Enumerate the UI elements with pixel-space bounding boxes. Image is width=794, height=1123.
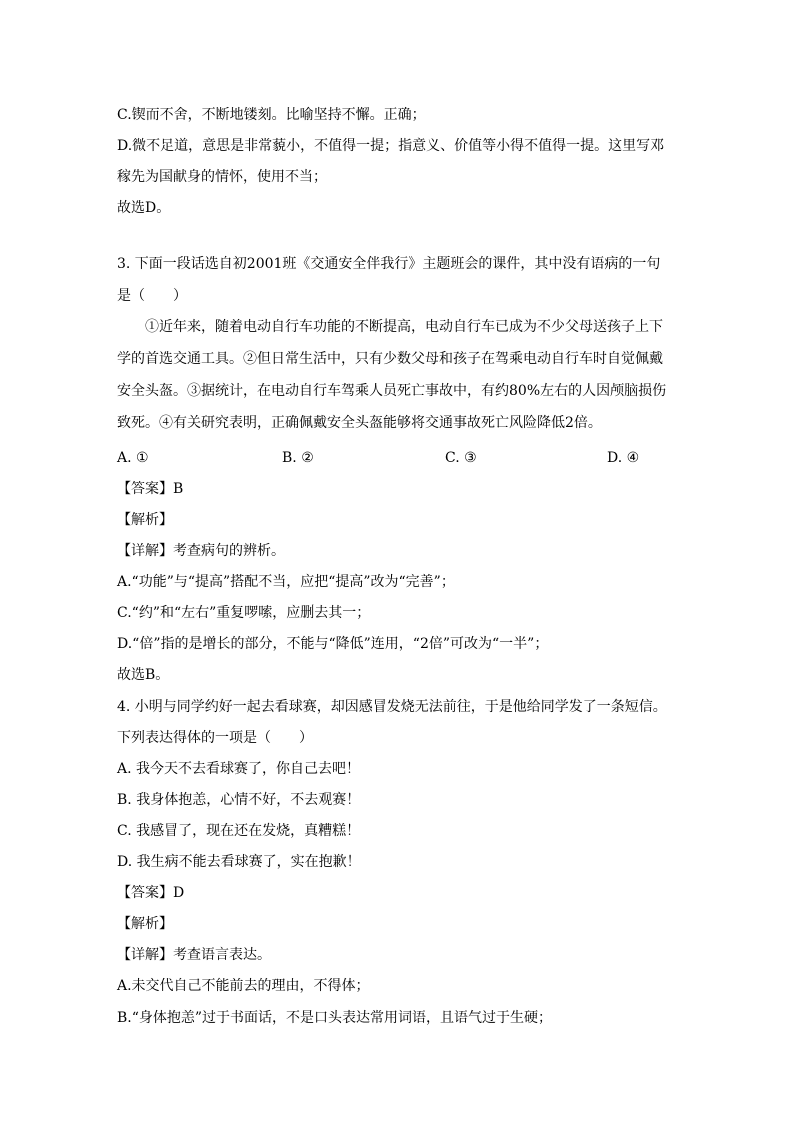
text-line: D.微不足道，意思是非常藐小，不值得一提；指意义、价值等小得不值得一提。这里写邓 bbox=[117, 138, 665, 154]
passage-line: 学的首选交通工具。②但日常生活中，只有少数父母和孩子在驾乘电动自行车时自觉佩戴 bbox=[117, 351, 663, 367]
text-line: 下列表达得体的一项是（ ） bbox=[117, 730, 313, 746]
passage-line: 致死。④有关研究表明，正确佩戴安全头盔能够将交通事故死亡风险降低2倍。 bbox=[117, 415, 602, 431]
option-a: A. ① bbox=[117, 450, 149, 466]
text-line: 故选B。 bbox=[117, 667, 170, 683]
answer-line: 【答案】D bbox=[117, 885, 185, 901]
option-d: D. 我生病不能去看球赛了，实在抱歉！ bbox=[117, 854, 361, 870]
passage-line: ①近年来，随着电动自行车功能的不断提高，电动自行车已成为不少父母送孩子上下 bbox=[117, 319, 663, 335]
question-3-stem: 3. 下面一段话选自初2001班《交通安全伴我行》主题班会的课件，其中没有语病的一句 bbox=[117, 256, 661, 272]
text-line: D.“倍”指的是增长的部分，不能与“降低”连用，“2倍”可改为“一半”； bbox=[117, 636, 549, 652]
option-c: C. ③ bbox=[445, 450, 477, 466]
detail-line: 【详解】考查语言表达。 bbox=[117, 947, 271, 963]
analysis-heading: 【解析】 bbox=[117, 916, 173, 932]
question-4-stem: 4. 小明与同学约好一起去看球赛，却因感冒发烧无法前往，于是他给同学发了一条短信。 bbox=[117, 699, 667, 715]
text-line: A.未交代自己不能前去的理由，不得体； bbox=[117, 978, 370, 994]
passage-line: 安全头盔。③据统计，在电动自行车驾乘人员死亡事故中，有约80%左右的人因颅脑损伤 bbox=[117, 383, 667, 399]
option-c: C. 我感冒了，现在还在发烧，真糟糕！ bbox=[117, 823, 361, 839]
text-line: 故选D。 bbox=[117, 200, 171, 216]
option-a: A. 我今天不去看球赛了，你自己去吧！ bbox=[117, 761, 361, 777]
option-b: B. ② bbox=[282, 450, 314, 466]
option-b: B. 我身体抱恙，心情不好，不去观赛！ bbox=[117, 792, 361, 808]
text-line: C.锲而不舍，不断地镂刻。比喻坚持不懈。正确； bbox=[117, 107, 426, 123]
option-d: D. ④ bbox=[607, 450, 640, 466]
text-line: 是（ ） bbox=[117, 288, 187, 304]
text-line: C.“约”和“左右”重复啰嗦，应删去其一； bbox=[117, 605, 371, 621]
detail-line: 【详解】考查病句的辨析。 bbox=[117, 543, 285, 559]
text-line: 稼先为国献身的情怀，使用不当； bbox=[117, 169, 327, 185]
answer-line: 【答案】B bbox=[117, 481, 184, 497]
text-line: A.“功能”与“提高”搭配不当，应把“提高”改为“完善”； bbox=[117, 574, 455, 590]
analysis-heading: 【解析】 bbox=[117, 512, 173, 528]
text-line: B.“身体抱恙”过于书面话，不是口头表达常用词语，且语气过于生硬； bbox=[117, 1010, 553, 1026]
